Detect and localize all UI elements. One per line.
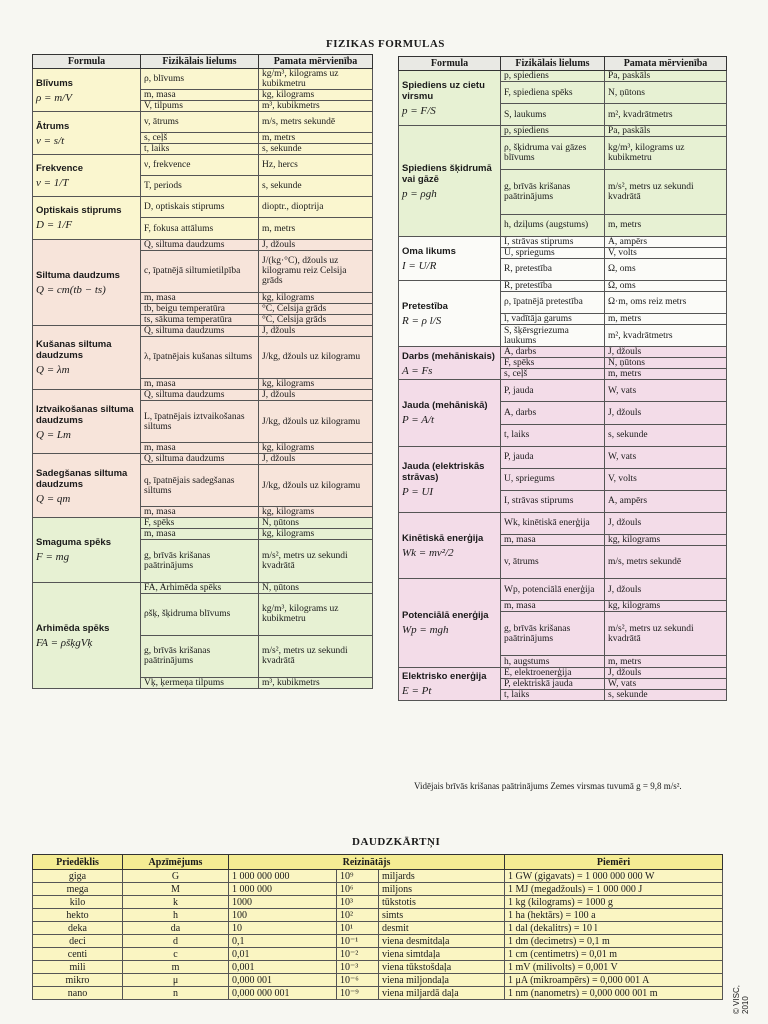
unit-cell: A, ampērs — [605, 236, 727, 247]
quantity-cell: FA, Arhimēda spēks — [141, 582, 259, 593]
formula-cell — [33, 389, 141, 453]
formula-cell — [33, 325, 141, 389]
mult-symbol-cell: k — [123, 896, 229, 909]
formula-row — [33, 69, 373, 90]
formula-name: Spiediens šķidrumā vai gāzē — [402, 162, 492, 185]
quantity-cell: h, augstums — [501, 656, 605, 667]
quantity-cell: Wk, kinētiskā enerģija — [501, 512, 605, 534]
formula-name: Blīvums — [36, 77, 73, 89]
formula-cell — [33, 239, 141, 325]
formula-name: Sadegšanas siltuma daudzums — [36, 467, 128, 490]
unit-cell: m, metrs — [259, 133, 373, 144]
quantity-cell: g, brīvās krišanas paātrinājums — [141, 635, 259, 677]
formula-name: Kušanas siltuma daudzums — [36, 339, 112, 362]
unit-cell: kg, kilograms — [259, 90, 373, 101]
mult-power-cell: 10⁻³ — [337, 961, 379, 974]
formula-row — [33, 454, 373, 465]
mult-example-cell: 1 dm (decimetrs) = 0,1 m — [505, 935, 723, 948]
formula-row — [399, 236, 727, 247]
mult-power-cell: 10⁻⁹ — [337, 987, 379, 1000]
mult-word-cell: desmit — [379, 922, 505, 935]
formula-row — [33, 518, 373, 529]
unit-cell: Ω, oms — [605, 258, 727, 280]
quantity-cell: Q, siltuma daudzums — [141, 454, 259, 465]
quantity-cell: D, optiskais stiprums — [141, 197, 259, 218]
unit-cell: J, džouls — [605, 667, 727, 678]
mult-symbol-cell: h — [123, 909, 229, 922]
mult-header-symbol: Apzīmējums — [123, 855, 229, 870]
formula-row — [33, 389, 373, 400]
unit-cell: J/kg, džouls uz kilogramu — [259, 400, 373, 442]
unit-cell: J, džouls — [605, 347, 727, 358]
mult-word-cell: miljards — [379, 870, 505, 883]
formula-expression: Q = λm — [36, 364, 70, 377]
unit-cell: Pa, paskāls — [605, 126, 727, 137]
unit-cell: N, ņūtons — [605, 82, 727, 104]
mult-word-cell: viena simtdaļa — [379, 948, 505, 961]
unit-cell: m, metrs — [605, 214, 727, 236]
mult-word-cell: viena tūkstošdaļa — [379, 961, 505, 974]
col-header-quantity: Fizikālais lielums — [501, 57, 605, 71]
quantity-cell: P, jauda — [501, 380, 605, 402]
unit-cell: m/s², metrs uz sekundi kvadrātā — [259, 540, 373, 582]
quantity-cell: R, pretestība — [501, 258, 605, 280]
mult-prefix-cell: mikro — [33, 974, 123, 987]
formula-expression: P = A/t — [402, 414, 435, 427]
mult-example-cell: 1 ha (hektārs) = 100 a — [505, 909, 723, 922]
quantity-cell: ν, frekvence — [141, 155, 259, 176]
formula-row — [399, 380, 727, 402]
mult-prefix-cell: nano — [33, 987, 123, 1000]
quantity-cell: λ, īpatnējais kušanas siltums — [141, 336, 259, 378]
unit-cell: J, džouls — [259, 389, 373, 400]
quantity-cell: m, masa — [141, 529, 259, 540]
unit-cell: dioptr., dioptrija — [259, 197, 373, 218]
formula-expression: E = Pt — [402, 685, 432, 698]
formula-cell — [33, 518, 141, 582]
formula-row — [399, 579, 727, 601]
formula-expression: ν = 1/T — [36, 177, 69, 190]
quantity-cell: ρšķ, šķidruma blīvums — [141, 593, 259, 635]
unit-cell: kg, kilograms — [259, 529, 373, 540]
quantity-cell: P, elektriskā jauda — [501, 678, 605, 689]
mult-power-cell: 10⁻² — [337, 948, 379, 961]
mult-power-cell: 10² — [337, 909, 379, 922]
unit-cell: Ω·m, oms reiz metrs — [605, 291, 727, 313]
formula-name: Jauda (elektriskās strāvas) — [402, 461, 485, 484]
multiples-row — [33, 896, 723, 909]
multiples-row — [33, 948, 723, 961]
unit-cell: m², kvadrātmetrs — [605, 325, 727, 347]
mult-example-cell: 1 cm (centimetrs) = 0,01 m — [505, 948, 723, 961]
unit-cell: N, ņūtons — [605, 358, 727, 369]
multiples-row — [33, 987, 723, 1000]
mult-prefix-cell: deci — [33, 935, 123, 948]
mult-symbol-cell: μ — [123, 974, 229, 987]
right-formula-table — [398, 56, 727, 701]
unit-cell: J/kg, džouls uz kilogramu — [259, 465, 373, 507]
formula-row — [399, 446, 727, 468]
formula-cell — [399, 347, 501, 380]
quantity-cell: m, masa — [501, 601, 605, 612]
quantity-cell: g, brīvās krišanas paātrinājums — [501, 612, 605, 656]
unit-cell: m, metrs — [605, 314, 727, 325]
quantity-cell: ρ, blīvums — [141, 69, 259, 90]
formula-name: Darbs (mehāniskais) — [402, 350, 495, 362]
formula-expression: Q = qm — [36, 492, 71, 505]
mult-symbol-cell: M — [123, 883, 229, 896]
mult-number-cell: 0,000 001 — [229, 974, 337, 987]
mult-example-cell: 1 kg (kilograms) = 1000 g — [505, 896, 723, 909]
unit-cell: m³, kubikmetrs — [259, 677, 373, 688]
multiples-row — [33, 909, 723, 922]
formula-cell — [33, 155, 141, 197]
mult-symbol-cell: da — [123, 922, 229, 935]
formula-row — [33, 197, 373, 218]
mult-header-factor: Reizinātājs — [229, 855, 505, 870]
quantity-cell: h, dziļums (augstums) — [501, 214, 605, 236]
formula-expression: FA = ρšķgVķ — [36, 636, 93, 649]
mult-example-cell: 1 mV (milivolts) = 0,001 V — [505, 961, 723, 974]
quantity-cell: ts, sākuma temperatūra — [141, 314, 259, 325]
formula-cell — [399, 380, 501, 446]
unit-cell: V, volts — [605, 468, 727, 490]
formula-name: Iztvaikošanas siltuma daudzums — [36, 403, 134, 426]
quantity-cell: F, fokusa attālums — [141, 218, 259, 239]
unit-cell: m, metrs — [259, 218, 373, 239]
quantity-cell: A, darbs — [501, 402, 605, 424]
formula-name: Spiediens uz cietu virsmu — [402, 80, 485, 103]
formula-row — [399, 280, 727, 291]
unit-cell: W, vats — [605, 446, 727, 468]
quantity-cell: tb, beigu temperatūra — [141, 303, 259, 314]
formula-cell — [399, 280, 501, 346]
formula-expression: p = F/S — [402, 105, 436, 118]
quantity-cell: Vķ, ķermeņa tilpums — [141, 677, 259, 688]
mult-number-cell: 0,1 — [229, 935, 337, 948]
mult-header-example: Piemēri — [505, 855, 723, 870]
quantity-cell: Q, siltuma daudzums — [141, 389, 259, 400]
quantity-cell: I, strāvas stiprums — [501, 236, 605, 247]
mult-power-cell: 10¹ — [337, 922, 379, 935]
unit-cell: kg, kilograms — [259, 443, 373, 454]
formula-name: Ātrums — [36, 120, 70, 132]
quantity-cell: Q, siltuma daudzums — [141, 325, 259, 336]
unit-cell: Ω, oms — [605, 280, 727, 291]
mult-prefix-cell: giga — [33, 870, 123, 883]
formula-expression: Wk = mv²/2 — [402, 547, 454, 560]
formula-expression: Q = cm(tb − ts) — [36, 283, 106, 296]
multiples-row — [33, 870, 723, 883]
quantity-cell: t, laiks — [141, 144, 259, 155]
formula-expression: P = UI — [402, 486, 434, 499]
mult-number-cell: 1000 — [229, 896, 337, 909]
unit-cell: m, metrs — [605, 369, 727, 380]
unit-cell: W, vats — [605, 678, 727, 689]
unit-cell: m/s, metrs sekundē — [259, 112, 373, 133]
unit-cell: N, ņūtons — [259, 582, 373, 593]
multiples-row — [33, 883, 723, 896]
mult-power-cell: 10⁻¹ — [337, 935, 379, 948]
formula-cell — [399, 71, 501, 126]
formula-cell — [399, 579, 501, 667]
formula-name: Frekvence — [36, 163, 84, 175]
quantity-cell: m, masa — [141, 90, 259, 101]
unit-cell: °C, Celsija grāds — [259, 314, 373, 325]
unit-cell: kg, kilograms — [605, 534, 727, 545]
mult-prefix-cell: centi — [33, 948, 123, 961]
mult-prefix-cell: hekto — [33, 909, 123, 922]
unit-cell: kg, kilograms — [605, 601, 727, 612]
formula-row — [399, 71, 727, 82]
unit-cell: m/s, metrs sekundē — [605, 546, 727, 579]
quantity-cell: T, periods — [141, 176, 259, 197]
quantity-cell: E, elektroenerģija — [501, 667, 605, 678]
left-formula-table — [32, 54, 373, 689]
formula-row — [399, 347, 727, 358]
unit-cell: V, volts — [605, 247, 727, 258]
mult-power-cell: 10³ — [337, 896, 379, 909]
formula-name: Jauda (mehāniskā) — [402, 400, 488, 412]
formula-expression: Wp = mgh — [402, 624, 449, 637]
col-header-quantity: Fizikālais lielums — [141, 55, 259, 69]
quantity-cell: A, darbs — [501, 347, 605, 358]
quantity-cell: Wp, potenciālā enerģija — [501, 579, 605, 601]
unit-cell: s, sekunde — [605, 689, 727, 700]
quantity-cell: ρ, īpatnējā pretestība — [501, 291, 605, 313]
unit-cell: kg, kilograms — [259, 507, 373, 518]
unit-cell: J, džouls — [259, 239, 373, 250]
formula-cell — [399, 446, 501, 512]
mult-example-cell: 1 MJ (megadžouls) = 1 000 000 J — [505, 883, 723, 896]
unit-cell: m/s², metrs uz sekundi kvadrātā — [605, 612, 727, 656]
unit-cell: kg/m³, kilograms uz kubikmetru — [259, 69, 373, 90]
quantity-cell: t, laiks — [501, 689, 605, 700]
quantity-cell: P, jauda — [501, 446, 605, 468]
formula-name: Smaguma spēks — [36, 537, 111, 549]
mult-number-cell: 0,000 000 001 — [229, 987, 337, 1000]
formula-row — [399, 667, 727, 678]
mult-power-cell: 10⁶ — [337, 883, 379, 896]
mult-number-cell: 0,01 — [229, 948, 337, 961]
formula-expression: F = mg — [36, 551, 70, 564]
mult-power-cell: 10⁹ — [337, 870, 379, 883]
quantity-cell: v, ātrums — [501, 546, 605, 579]
formula-name: Oma likums — [402, 245, 456, 257]
unit-cell: J, džouls — [605, 402, 727, 424]
quantity-cell: U, spriegums — [501, 247, 605, 258]
unit-cell: m³, kubikmetrs — [259, 101, 373, 112]
quantity-cell: S, laukums — [501, 104, 605, 126]
quantity-cell: t, laiks — [501, 424, 605, 446]
formula-cell — [33, 454, 141, 518]
formula-expression: R = ρ l/S — [402, 315, 442, 328]
quantity-cell: c, īpatnējā siltumietilpība — [141, 250, 259, 292]
quantity-cell: m, masa — [141, 507, 259, 518]
quantity-cell: m, masa — [141, 378, 259, 389]
formula-cell — [399, 126, 501, 236]
col-header-formula: Formula — [33, 55, 141, 69]
mult-word-cell: tūkstotis — [379, 896, 505, 909]
formula-cell — [33, 69, 141, 112]
unit-cell: m, metrs — [605, 656, 727, 667]
quantity-cell: ρ, šķidruma vai gāzes blīvums — [501, 137, 605, 170]
mult-power-cell: 10⁻⁶ — [337, 974, 379, 987]
unit-cell: Pa, paskāls — [605, 71, 727, 82]
unit-cell: W, vats — [605, 380, 727, 402]
unit-cell: J/kg, džouls uz kilogramu — [259, 336, 373, 378]
mult-prefix-cell: kilo — [33, 896, 123, 909]
unit-cell: s, sekunde — [259, 176, 373, 197]
col-header-unit: Pamata mērvienība — [605, 57, 727, 71]
mult-symbol-cell: c — [123, 948, 229, 961]
quantity-cell: v, ātrums — [141, 112, 259, 133]
formula-cell — [33, 197, 141, 239]
unit-cell: m/s², metrs uz sekundi kvadrātā — [259, 635, 373, 677]
unit-cell: J, džouls — [259, 454, 373, 465]
formula-row — [33, 155, 373, 176]
quantity-cell: p, spiediens — [501, 126, 605, 137]
quantity-cell: l, vadītāja garums — [501, 314, 605, 325]
unit-cell: A, ampērs — [605, 490, 727, 512]
quantity-cell: F, spēks — [501, 358, 605, 369]
unit-cell: kg, kilograms — [259, 292, 373, 303]
formula-row — [399, 126, 727, 137]
mult-word-cell: viena desmitdaļa — [379, 935, 505, 948]
page-title: FIZIKAS FORMULAS — [326, 38, 445, 50]
mult-prefix-cell: mega — [33, 883, 123, 896]
mult-symbol-cell: m — [123, 961, 229, 974]
unit-cell: °C, Celsija grāds — [259, 303, 373, 314]
quantity-cell: p, spiediens — [501, 71, 605, 82]
quantity-cell: V, tilpums — [141, 101, 259, 112]
quantity-cell: g, brīvās krišanas paātrinājums — [141, 540, 259, 582]
quantity-cell: R, pretestība — [501, 280, 605, 291]
mult-prefix-cell: mili — [33, 961, 123, 974]
mult-word-cell: simts — [379, 909, 505, 922]
unit-cell: J, džouls — [605, 579, 727, 601]
quantity-cell: s, ceļš — [141, 133, 259, 144]
quantity-cell: L, īpatnējais iztvaikošanas siltums — [141, 400, 259, 442]
mult-prefix-cell: deka — [33, 922, 123, 935]
formula-name: Elektrisko enerģija — [402, 671, 487, 683]
quantity-cell: q, īpatnējais sadegšanas siltums — [141, 465, 259, 507]
quantity-cell: F, spiediena spēks — [501, 82, 605, 104]
mult-word-cell: viena miljardā daļa — [379, 987, 505, 1000]
quantity-cell: S, šķērsgriezuma laukums — [501, 325, 605, 347]
gravity-note: Vidējais brīvās krišanas paātrinājums Zemes virsmas tuvumā g = 9,8 m/s². — [414, 781, 682, 791]
formula-name: Optiskais stiprums — [36, 205, 122, 217]
mult-number-cell: 10 — [229, 922, 337, 935]
quantity-cell: Q, siltuma daudzums — [141, 239, 259, 250]
formula-expression: Q = Lm — [36, 428, 71, 441]
mult-symbol-cell: n — [123, 987, 229, 1000]
mult-word-cell: viena miljondaļa — [379, 974, 505, 987]
formula-name: Siltuma daudzums — [36, 269, 120, 281]
formula-cell — [399, 667, 501, 700]
mult-word-cell: miljons — [379, 883, 505, 896]
mult-number-cell: 100 — [229, 909, 337, 922]
quantity-cell: U, spriegums — [501, 468, 605, 490]
mult-example-cell: 1 dal (dekalitrs) = 10 l — [505, 922, 723, 935]
formula-cell — [399, 512, 501, 578]
mult-header-prefix: Priedēklis — [33, 855, 123, 870]
formula-name: Pretestība — [402, 301, 448, 313]
formula-row — [399, 512, 727, 534]
formula-cell — [33, 582, 141, 688]
multiples-row — [33, 974, 723, 987]
quantity-cell: s, ceļš — [501, 369, 605, 380]
formula-row — [33, 582, 373, 593]
formula-name: Kinētiskā enerģija — [402, 533, 484, 545]
quantity-cell: m, masa — [141, 443, 259, 454]
multiples-table — [32, 854, 723, 1000]
unit-cell: s, sekunde — [259, 144, 373, 155]
quantity-cell: g, brīvās krišanas paātrinājums — [501, 170, 605, 214]
unit-cell: J, džouls — [605, 512, 727, 534]
unit-cell: N, ņūtons — [259, 518, 373, 529]
formula-cell — [399, 236, 501, 280]
col-header-unit: Pamata mērvienība — [259, 55, 373, 69]
mult-symbol-cell: d — [123, 935, 229, 948]
unit-cell: kg, kilograms — [259, 378, 373, 389]
multiples-title: DAUDZKĀRTŅI — [352, 836, 441, 848]
formula-expression: ρ = m/V — [36, 91, 72, 104]
formula-name: Arhimēda spēks — [36, 622, 110, 634]
formula-row — [33, 112, 373, 133]
unit-cell: Hz, hercs — [259, 155, 373, 176]
unit-cell: m/s², metrs uz sekundi kvadrātā — [605, 170, 727, 214]
unit-cell: m², kvadrātmetrs — [605, 104, 727, 126]
quantity-cell: F, spēks — [141, 518, 259, 529]
quantity-cell: m, masa — [501, 534, 605, 545]
mult-example-cell: 1 GW (gigavats) = 1 000 000 000 W — [505, 870, 723, 883]
multiples-row — [33, 961, 723, 974]
mult-example-cell: 1 μA (mikroampērs) = 0,000 001 A — [505, 974, 723, 987]
mult-example-cell: 1 nm (nanometrs) = 0,000 000 001 m — [505, 987, 723, 1000]
formula-expression: D = 1/F — [36, 219, 73, 232]
copyright: © VISC, 2010 — [732, 984, 750, 1014]
mult-symbol-cell: G — [123, 870, 229, 883]
mult-number-cell: 1 000 000 000 — [229, 870, 337, 883]
multiples-row — [33, 935, 723, 948]
formula-name: Potenciālā enerģija — [402, 610, 489, 622]
formula-row — [33, 239, 373, 250]
formula-expression: A = Fs — [402, 364, 433, 377]
unit-cell: s, sekunde — [605, 424, 727, 446]
formula-cell — [33, 112, 141, 155]
formula-expression: p = ρgh — [402, 187, 437, 200]
quantity-cell: m, masa — [141, 292, 259, 303]
col-header-formula: Formula — [399, 57, 501, 71]
unit-cell: kg/m³, kilograms uz kubikmetru — [605, 137, 727, 170]
formula-expression: v = s/t — [36, 134, 65, 147]
unit-cell: J, džouls — [259, 325, 373, 336]
unit-cell: kg/m³, kilograms uz kubikmetru — [259, 593, 373, 635]
unit-cell: J/(kg·°C), džouls uz kilogramu reiz Celsija grāds — [259, 250, 373, 292]
mult-number-cell: 1 000 000 — [229, 883, 337, 896]
formula-expression: I = U/R — [402, 259, 437, 272]
quantity-cell: I, strāvas stiprums — [501, 490, 605, 512]
multiples-row — [33, 922, 723, 935]
mult-number-cell: 0,001 — [229, 961, 337, 974]
formula-row — [33, 325, 373, 336]
